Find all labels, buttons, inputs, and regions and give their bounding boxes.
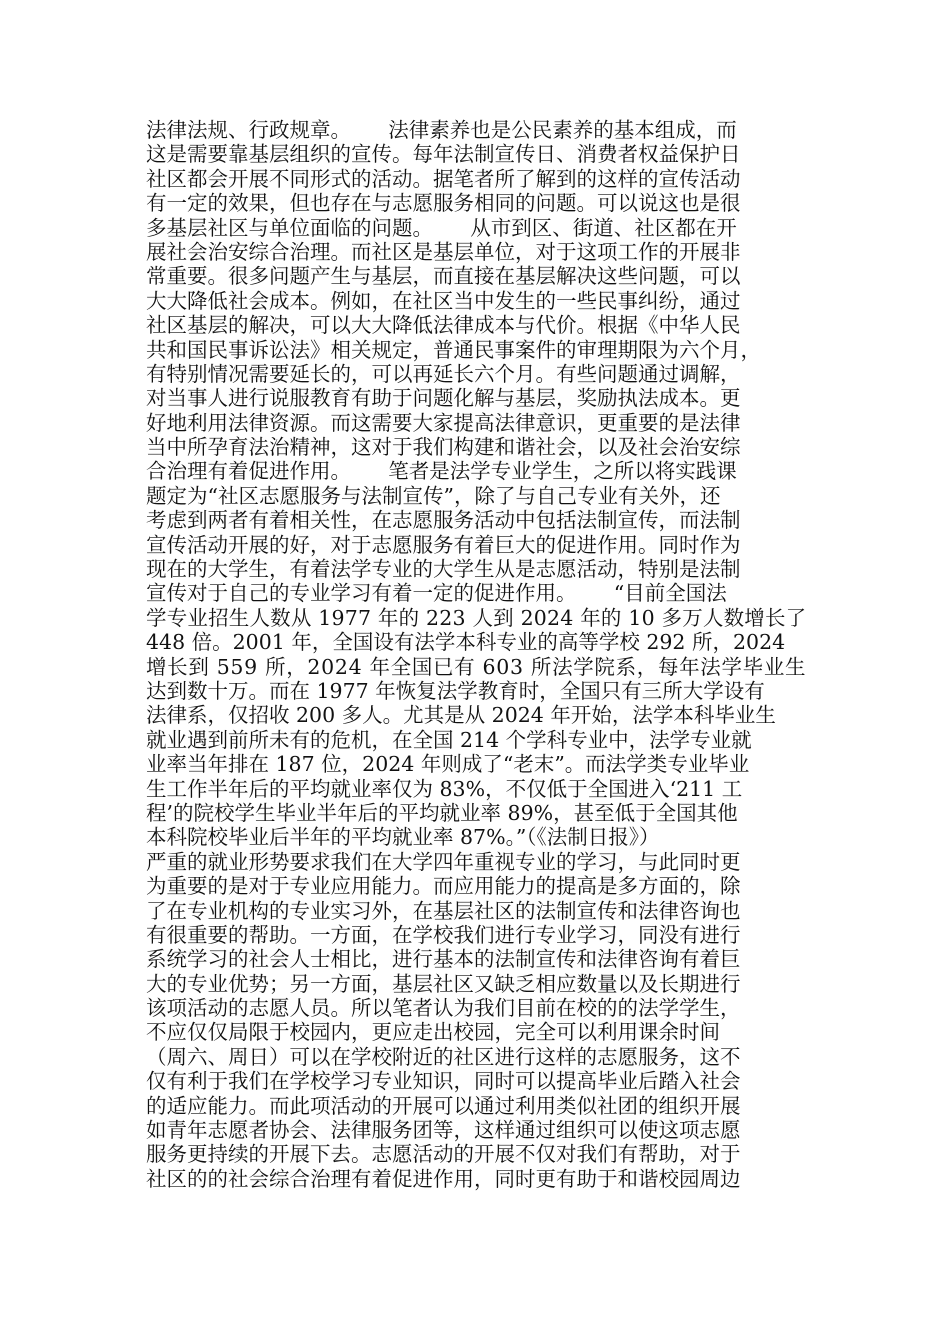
text-line: 社区的的社会综合治理有着促进作用，同时更有助于和谐校园周边 xyxy=(146,1166,741,1191)
text-line: 有特别情况需要延长的，可以再延长六个月。有些问题通过调解， xyxy=(146,361,741,386)
text-line: 系统学习的社会人士相比，进行基本的法制宣传和法律咨询有着巨 xyxy=(146,947,741,972)
text-line: 学专业招生人数从 1977 年的 223 人到 2024 年的 10 多万人数增长了 xyxy=(146,605,807,630)
text-line: 程’的院校学生毕业半年后的平均就业率 89%，甚至低于全国其他 xyxy=(146,800,738,825)
text-line: 大的专业优势；另一方面，基层社区又缺乏相应数量以及长期进行 xyxy=(146,971,741,996)
text-line: 有一定的效果，但也存在与志愿服务相同的问题。可以说这也是很 xyxy=(146,191,741,216)
text-line: 如青年志愿者协会、法律服务团等，这样通过组织可以使这项志愿 xyxy=(146,1118,741,1143)
text-line: 有很重要的帮助。一方面，在学校我们进行专业学习，同没有进行 xyxy=(146,922,741,947)
text-line: 的适应能力。而此项活动的开展可以通过利用类似社团的组织开展 xyxy=(146,1093,741,1118)
text-line: 本科院校毕业后半年的平均就业率 87%。”（《法制日报》） xyxy=(146,825,660,850)
text-line: 法律系，仅招收 200 多人。尤其是从 2024 年开始，法学本科毕业生 xyxy=(146,703,776,728)
text-line: 了在专业机构的专业实习外，在基层社区的法制宣传和法律咨询也 xyxy=(146,898,741,923)
text-line: 大大降低社会成本。例如，在社区当中发生的一些民事纠纷，通过 xyxy=(146,288,741,313)
text-line: 社区都会开展不同形式的活动。据笔者所了解到的这样的宣传活动 xyxy=(146,166,741,191)
text-line: 合治理有着促进作用。 笔者是法学专业学生，之所以将实践课 xyxy=(146,459,737,484)
text-line: 对当事人进行说服教育有助于问题化解与基层，奖励执法成本。更 xyxy=(146,386,741,411)
text-line: 好地利用法律资源。而这需要大家提高法律意识，更重要的是法律 xyxy=(146,410,741,435)
text-line: 增长到 559 所，2024 年全国已有 603 所法学院系，每年法学毕业生 xyxy=(146,654,807,679)
text-line: 严重的就业形势要求我们在大学四年重视专业的学习，与此同时更 xyxy=(146,849,741,874)
text-line: 当中所孕育法治精神，这对于我们构建和谐社会，以及社会治安综 xyxy=(146,435,741,460)
text-line: 宣传对于自己的专业学习有着一定的促进作用。 “目前全国法 xyxy=(146,581,727,606)
text-line: 达到数十万。而在 1977 年恢复法学教育时，全国只有三所大学设有 xyxy=(146,678,765,703)
text-line: 仅有利于我们在学校学习专业知识，同时可以提高毕业后踏入社会 xyxy=(146,1069,741,1094)
text-line: 为重要的是对于专业应用能力。而应用能力的提高是多方面的，除 xyxy=(146,874,741,899)
text-line: 不应仅仅局限于校园内，更应走出校园，完全可以利用课余时间 xyxy=(146,1020,720,1045)
text-line: 业率当年排在 187 位，2024 年则成了“老末”。而法学类专业毕业 xyxy=(146,752,750,777)
text-line: 考虑到两者有着相关性，在志愿服务活动中包括法制宣传，而法制 xyxy=(146,508,741,533)
text-line: 共和国民事诉讼法》相关规定，普通民事案件的审理期限为六个月， xyxy=(146,337,761,362)
text-line: 服务更持续的开展下去。志愿活动的开展不仅对我们有帮助，对于 xyxy=(146,1142,741,1167)
text-line: 常重要。很多问题产生与基层，而直接在基层解决这些问题，可以 xyxy=(146,264,741,289)
text-line: 生工作半年后的平均就业率仅为 83%，不仅低于全国进入‘211 工 xyxy=(146,776,743,801)
text-line: 题定为“社区志愿服务与法制宣传”，除了与自己专业有关外，还 xyxy=(146,483,721,508)
text-line: 宣传活动开展的好，对于志愿服务有着巨大的促进作用。同时作为 xyxy=(146,532,741,557)
text-line: 现在的大学生，有着法学专业的大学生从是志愿活动，特别是法制 xyxy=(146,557,741,582)
text-line: 这是需要靠基层组织的宣传。每年法制宣传日、消费者权益保护日 xyxy=(146,142,741,167)
text-line: 448 倍。2001 年，全国设有法学本科专业的高等学校 292 所，2024 xyxy=(146,630,786,655)
text-line: （周六、周日）可以在学校附近的社区进行这样的志愿服务，这不 xyxy=(146,1044,741,1069)
text-line: 法律法规、行政规章。 法律素养也是公民素养的基本组成，而 xyxy=(146,118,737,142)
text-line: 该项活动的志愿人员。所以笔者认为我们目前在校的的法学学生， xyxy=(146,996,741,1021)
body-text xyxy=(146,118,806,1191)
text-line: 多基层社区与单位面临的问题。 从市到区、街道、社区都在开 xyxy=(146,215,737,240)
text-line: 展社会治安综合治理。而社区是基层单位，对于这项工作的开展非 xyxy=(146,239,741,264)
text-line: 就业遇到前所未有的危机，在全国 214 个学科专业中，法学专业就 xyxy=(146,727,752,752)
text-line: 社区基层的解决，可以大大降低法律成本与代价。根据《中华人民 xyxy=(146,313,741,338)
